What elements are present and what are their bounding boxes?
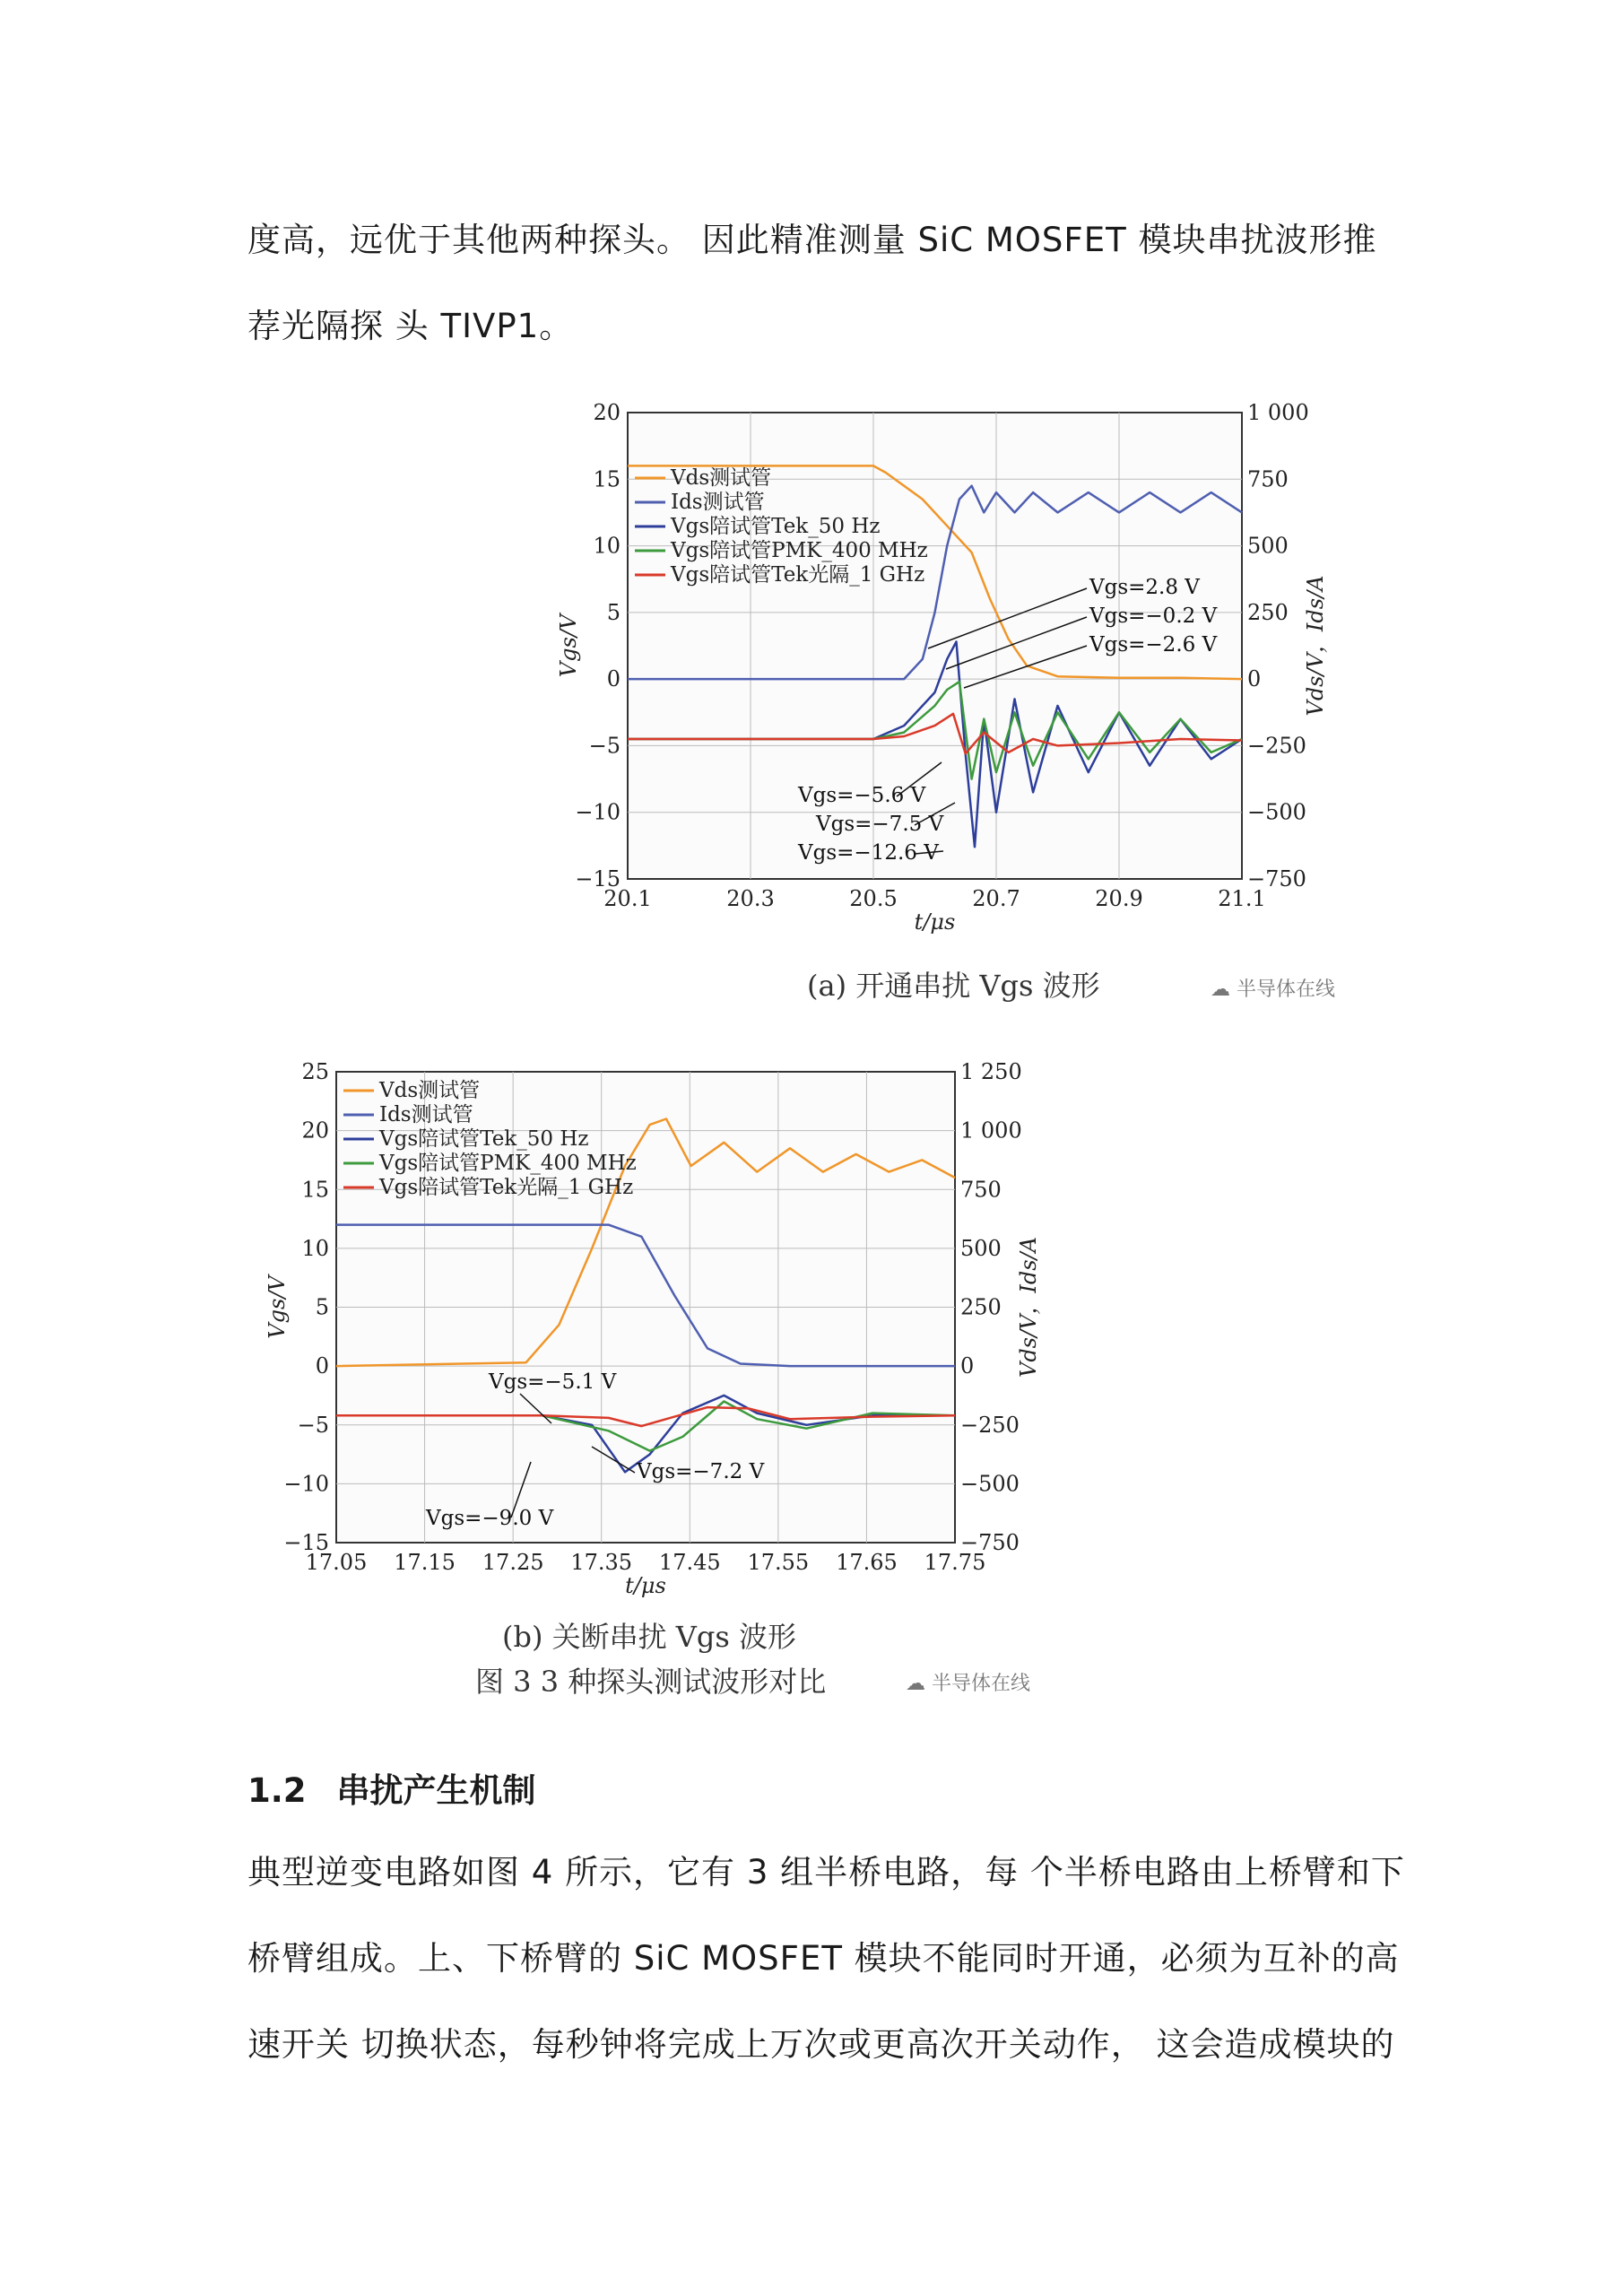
legend-label: Ids测试管 — [671, 491, 765, 514]
y-right-tick-label: 500 — [960, 1235, 1002, 1261]
y-right-tick-label: −250 — [1247, 733, 1306, 759]
section-heading — [247, 1763, 536, 1812]
y-left-tick-label: −5 — [297, 1412, 329, 1438]
annotation-label: Vgs=−9.0 V — [426, 1507, 554, 1530]
annotation-label: Vgs=−7.5 V — [816, 813, 944, 836]
y-right-tick-label: 0 — [960, 1353, 975, 1379]
section-title: 串扰产生机制 — [336, 1771, 536, 1810]
watermark-b — [906, 1668, 1030, 1696]
annotation-label: Vgs=−12.6 V — [798, 841, 939, 865]
y-left-axis-label: Vgs/V — [556, 613, 581, 678]
y-left-tick-label: 15 — [593, 466, 621, 492]
y-right-tick-label: −750 — [1247, 866, 1306, 891]
y-left-tick-label: −10 — [575, 799, 621, 825]
legend-label: Vgs陪试管Tek光隔_1 GHz — [671, 563, 925, 587]
annotation-label: Vgs=2.8 V — [1089, 576, 1200, 599]
watermark-text: 半导体在线 — [1237, 978, 1336, 1001]
y-left-tick-label: 10 — [301, 1235, 329, 1261]
y-left-tick-label: 20 — [593, 400, 621, 425]
legend-label: Vgs陪试管PMK_400 MHz — [671, 539, 928, 562]
body-line-1: 典型逆变电路如图 4 所示，它有 3 组半桥电路，每 个半桥电路由上桥臂和下 — [247, 1853, 1405, 1892]
y-right-tick-label: 250 — [1247, 599, 1289, 625]
y-left-tick-label: 10 — [593, 533, 621, 559]
y-right-axis-label: Vds/V，Ids/A — [1303, 575, 1328, 717]
x-tick-label: 20.1 — [603, 886, 652, 911]
y-right-tick-label: 1 250 — [960, 1059, 1022, 1084]
watermark-logo-icon: ☁ — [1211, 978, 1230, 1001]
x-tick-label: 20.3 — [726, 886, 775, 911]
figure-b-caption: (b) 关断串扰 Vgs 波形 — [502, 1620, 796, 1654]
y-right-tick-label: −750 — [960, 1530, 1020, 1555]
x-tick-label: 17.75 — [924, 1550, 986, 1575]
section-number: 1.2 — [247, 1771, 307, 1810]
y-left-tick-label: 5 — [606, 599, 621, 625]
intro-line-1: 度高，远优于其他两种探头。 因此精准测量 SiC MOSFET 模块串扰波形推 — [247, 221, 1377, 259]
watermark-a — [1211, 974, 1335, 1002]
legend-label: Vgs陪试管Tek_50 Hz — [379, 1127, 589, 1151]
body-line-2: 桥臂组成。上、下桥臂的 SiC MOSFET 模块不能同时开通，必须为互补的高 — [247, 1939, 1400, 1978]
y-left-tick-label: 15 — [301, 1177, 329, 1203]
y-left-tick-label: 0 — [315, 1353, 329, 1379]
x-tick-label: 17.45 — [658, 1550, 721, 1575]
y-right-tick-label: 0 — [1247, 666, 1262, 692]
legend-label: Vgs陪试管Tek光隔_1 GHz — [379, 1176, 634, 1199]
x-tick-label: 20.7 — [972, 886, 1020, 911]
x-axis-label: t/μs — [625, 1573, 666, 1598]
y-right-tick-label: −500 — [960, 1471, 1020, 1497]
y-right-tick-label: 750 — [960, 1177, 1002, 1203]
y-right-tick-label: −250 — [960, 1412, 1020, 1438]
annotation-label: Vgs=−5.1 V — [489, 1370, 617, 1394]
y-right-tick-label: −500 — [1247, 799, 1306, 825]
annotation-label: Vgs=−7.2 V — [637, 1460, 765, 1483]
legend-label: Vds测试管 — [671, 466, 772, 490]
y-right-axis-label: Vds/V，Ids/A — [1016, 1236, 1041, 1378]
x-tick-label: 17.35 — [570, 1550, 633, 1575]
watermark-text: 半导体在线 — [932, 1673, 1031, 1695]
x-tick-label: 20.5 — [849, 886, 898, 911]
chart-turn-off-crosstalk — [251, 1058, 1076, 1623]
y-left-tick-label: 25 — [301, 1059, 329, 1084]
y-right-tick-label: 750 — [1247, 466, 1289, 492]
x-tick-label: 17.05 — [305, 1550, 368, 1575]
annotation-label: Vgs=−5.6 V — [798, 784, 926, 807]
y-right-tick-label: 1 000 — [960, 1118, 1022, 1144]
y-right-tick-label: 250 — [960, 1294, 1002, 1320]
y-left-tick-label: −5 — [588, 733, 621, 759]
chart-turn-on-crosstalk — [556, 395, 1381, 1022]
legend-label: Vds测试管 — [379, 1079, 481, 1102]
x-axis-label: t/μs — [914, 909, 956, 935]
body-line-3: 速开关 切换状态，每秒钟将完成上万次或更高次开关动作， 这会造成模块的 — [247, 2025, 1395, 2064]
x-tick-label: 17.65 — [836, 1550, 898, 1575]
watermark-logo-icon: ☁ — [906, 1673, 925, 1695]
x-tick-label: 17.25 — [482, 1550, 544, 1575]
figure-a-caption: (a) 开通串扰 Vgs 波形 — [807, 969, 1100, 1003]
y-right-tick-label: 1 000 — [1247, 400, 1309, 425]
annotation-label: Vgs=−0.2 V — [1089, 604, 1218, 628]
x-tick-label: 17.55 — [747, 1550, 810, 1575]
x-tick-label: 17.15 — [394, 1550, 456, 1575]
legend-label: Vgs陪试管PMK_400 MHz — [379, 1152, 637, 1175]
annotation-label: Vgs=−2.6 V — [1089, 633, 1218, 657]
y-left-tick-label: −15 — [575, 866, 621, 891]
y-left-tick-label: −15 — [283, 1530, 329, 1555]
y-left-tick-label: 5 — [315, 1294, 329, 1320]
intro-line-2: 荐光隔探 头 TIVP1。 — [247, 307, 574, 345]
legend-label: Ids测试管 — [379, 1103, 473, 1126]
x-tick-label: 20.9 — [1095, 886, 1143, 911]
y-left-tick-label: 0 — [606, 666, 621, 692]
y-left-tick-label: −10 — [283, 1471, 329, 1497]
y-left-axis-label: Vgs/V — [265, 1275, 290, 1339]
figure-caption: 图 3 3 种探头测试波形对比 — [475, 1665, 827, 1699]
x-tick-label: 21.1 — [1218, 886, 1266, 911]
y-right-tick-label: 500 — [1247, 533, 1289, 559]
y-left-tick-label: 20 — [301, 1118, 329, 1144]
legend-label: Vgs陪试管Tek_50 Hz — [671, 515, 881, 538]
